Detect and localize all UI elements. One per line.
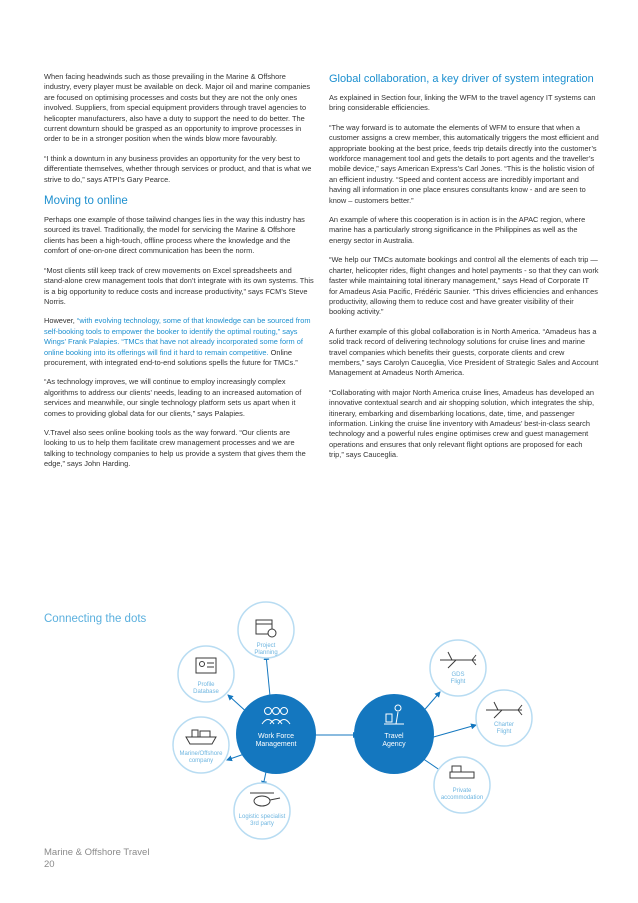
node-label: Planning: [254, 650, 278, 656]
paragraph-text: Online procurement, with integrated end-to-end solutions spells the future for TMCs.”: [44, 347, 298, 367]
hub-work-force-management: [236, 694, 316, 774]
diagram-title: Connecting the dots: [44, 613, 147, 625]
node-marine-offshore: [173, 717, 229, 773]
footer-title: Marine & Offshore Travel: [44, 847, 150, 858]
paragraph: A further example of this global collaboration is in North America. “Amadeus has a solid track record of delivering technology solutions for cruise lines and marine travel companies which benefits their guests, corporate clients and crew members,” says Carolyn Cauceglia, Vice President of Strategic Sales and Account Management at Amadeus North America.: [329, 326, 599, 378]
paragraph: “Collaborating with major North America cruise lines, Amadeus has developed an innovative contextual search and air shopping solution, which integrates the ship, itinerary, embarking and disembarking locations, date, time, and passenger information. Linking the cruise line inventory with Amadeus’ best-in-class search technology and a powerful rules engine optimises crew and guest management operations and ensures that only relevant flight options are proposed for each trip,” says Cauceglia.: [329, 387, 594, 460]
node-label: Flight: [496, 729, 512, 735]
page-footer: [44, 847, 149, 871]
right-column: [329, 72, 599, 470]
hub-label: Travel: [384, 733, 404, 740]
paragraph: “I think a downturn in any business provides an opportunity for the very best to differentiate themselves, whether through services or product, and that is what we strive to do,” says ATPI’s Gary Pearce.: [44, 153, 312, 184]
paragraph: “We help our TMCs automate bookings and control all the elements of each trip — charter, helicopter rides, flight changes and hotel payments - so that they can work faster while maintaining total itinerary management,” says Head of Corporate IT for Amadeus Asia Pacific, Frédéric Saunier. “This drives efficiencies and enhances productivity, allowing them to reduce cost and have greater visibility of their booking activity.”: [329, 255, 599, 317]
node-project-planning: [238, 602, 294, 658]
paragraph: “Most clients still keep track of crew movements on Excel spreadsheets and stand-alone crew management tools that don’t integrate with its own systems. This is a big opportunity to reduce costs and increase productivity,” says FCM’s Steve Norris.: [44, 265, 314, 306]
node-label: Profile: [197, 682, 215, 688]
section-heading: Moving to online: [44, 195, 128, 208]
node-label: Marine/Offshore: [179, 751, 223, 757]
section-heading: Global collaboration, a key driver of system integration: [329, 73, 594, 85]
node-label: GDS: [451, 672, 465, 678]
node-label: Private: [452, 788, 472, 794]
node-label: Charter: [493, 722, 515, 728]
node-label: company: [188, 758, 214, 764]
node-label: Flight: [450, 679, 466, 685]
paragraph: [44, 316, 314, 368]
highlighted-quote: “with evolving technology, some of that knowledge can be sourced from self-booking tools to empower the booker to identify the optimal routing,” says Wings’ Frank Palapies. “TMCs that have not already incorporated some form of online booking into its offerings will find it hard to remain competitive.: [44, 316, 311, 357]
paragraph: When facing headwinds such as those prevailing in the Marine & Offshore industry, every player must be available on deck. Major oil and marine companies are focused on optimising processes and costs but they are not the only ones involved. Suppliers, from special equipment providers through travel agencies to helicopter manufacturers, also have a duty to support the need to do better. The current downturn should be grasped as an opportunity to improve processes in order to be in a stronger position when the winds blow more favourably.: [44, 72, 311, 144]
node-private-accommodation: [434, 757, 490, 813]
node-label: 3rd party: [250, 821, 274, 827]
node-label: Logistic specialist: [238, 814, 286, 820]
node-profile-database: [178, 646, 234, 702]
hub-label: Agency: [382, 741, 406, 748]
connecting-dots-diagram: [0, 600, 638, 840]
paragraph: An example of where this cooperation is in action is in the APAC region, where marine has a particularly strong significance in the Philippines as well as the energy sector in Australia.: [329, 215, 586, 245]
paragraph-text: However,: [44, 316, 77, 326]
paragraph: “As technology improves, we will continue to employ increasingly complex algorithms to address our clients’ needs, leading to an increased automation of services and meanwhile, our single technology platform sets us apart when it comes to providing global data for our clients,” says Palapies.: [44, 377, 302, 418]
node-logistic-specialist: [234, 783, 290, 839]
node-gds-flight: [430, 640, 486, 696]
hub-travel-agency: [354, 694, 434, 774]
paragraph: As explained in Section four, linking the WFM to the travel agency IT systems can bring considerable efficiencies.: [329, 93, 596, 113]
node-label: Project: [256, 643, 276, 649]
left-column: [44, 72, 314, 479]
paragraph: V.Travel also sees online booking tools as the way forward. “Our clients are looking to us to help them facilitate crew management processes and we are talking to technology companies to help us provide a system that gives them the edge,” says John Harding.: [44, 427, 306, 469]
paragraph: “The way forward is to automate the elements of WFM to ensure that when a customer assigns a crew member, this automatically triggers the most efficient and appropriate booking at the best price, feeds trip details directly into the customer’s workforce management tool and gets the details to port agents and the traveller’s mobile device,” says American Express’s Carl Jones. “This is the holistic vision of an efficient industry. “Speed and content access are incredibly important and having all information in one place ensures consultants know - and are seen to know – customers better.”: [329, 122, 599, 205]
node-charter-flight: [476, 690, 532, 746]
hub-label: Management: [255, 741, 297, 748]
paragraph: Perhaps one example of those tailwind changes lies in the way this industry has sourced its travel. Traditionally, the model for servicing the Marine & Offshore clients has been a high-touch, offline process where the knowledge and the comfort of one-on-one direct communication has been the norm.: [44, 215, 305, 256]
hub-label: Work Force: [257, 733, 295, 740]
node-label: accommodation: [440, 795, 484, 801]
page-number: 20: [44, 859, 55, 870]
node-label: Database: [193, 689, 219, 695]
